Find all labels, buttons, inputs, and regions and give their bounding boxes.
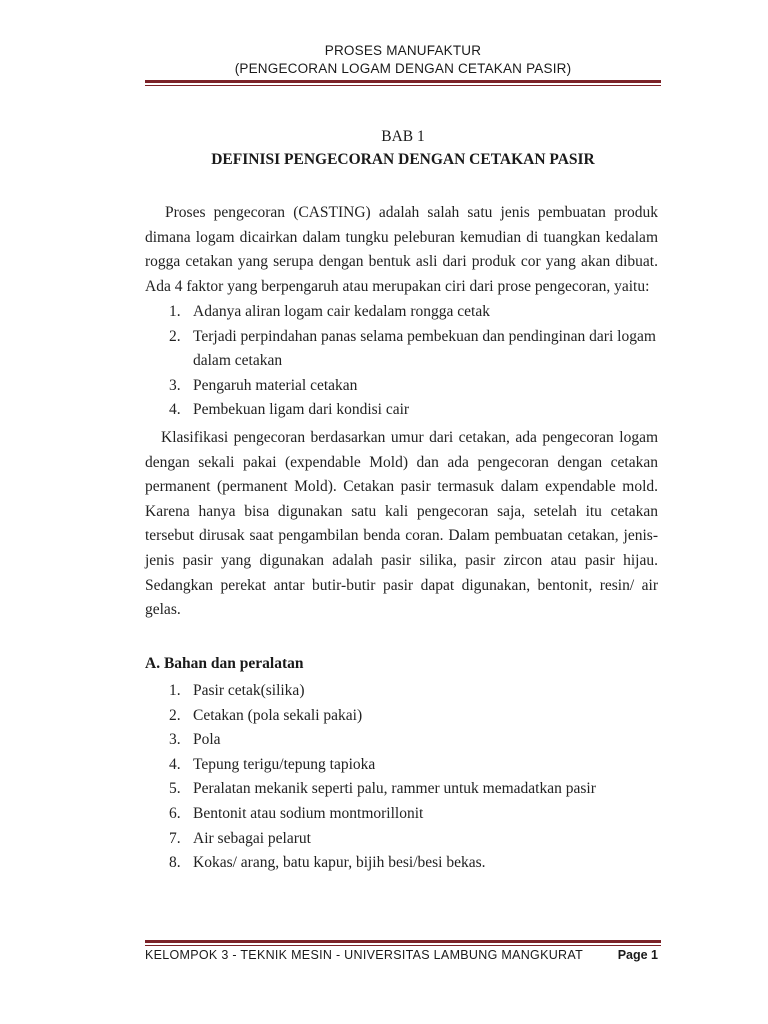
list-item: 3. Pengaruh material cetakan [169,376,358,394]
header-subtitle: (PENGECORAN LOGAM DENGAN CETAKAN PASIR) [234,61,572,76]
header-title: PROSES MANUFAKTUR [324,43,482,58]
classification-paragraph-text: Klasifikasi pengecoran berdasarkan umur dari cetakan, ada pengecoran logam dengan sekali pakai (expendable Mold) dan ada pengecoran dengan cetakan permanent (permanent Mold). Cetakan pasir termasuk dalam expendable mold. Karena hanya bisa digunakan satu kali pengecoran saja, setelah itu cetakan tersebut dirusak saat pengambilan benda coran. Dalam pembuatan cetakan, jenis-jenis pasir yang digunakan adalah pasir silika, pasir zircon atau pasir hijau. Sedangkan perekat antar butir-butir pasir dapat digunakan, bentonit, resin/ air gelas. [145,429,658,619]
materials-list [145,679,658,876]
list-item: 4. Pembekuan ligam dari kondisi cair [169,401,410,419]
running-header [145,42,661,78]
section-title: A. Bahan dan peralatan [145,655,304,672]
page-number: Page 1 [617,948,658,962]
list-item: 3. Pola [169,731,221,749]
list-item: 6. Bentonit atau sodium montmorillonit [169,804,424,822]
list-item: 4. Tepung terigu/tepung tapioka [169,755,376,773]
list-item: 1. Adanya aliran logam cair kedalam rongga cetak [169,303,490,320]
header-rule-thick [145,80,661,83]
footer-rule-thin [145,945,661,946]
footer-text: KELOMPOK 3 - TEKNIK MESIN - UNIVERSITAS LAMBUNG MANGKURAT [145,948,584,962]
list-item: 2. Cetakan (pola sekali pakai) [169,706,363,724]
list-item: 5. Peralatan mekanik seperti palu, rammer untuk memadatkan pasir [169,780,596,798]
intro-paragraph [145,201,658,299]
list-item: 1. Pasir cetak(silika) [169,682,305,699]
list-item: 2. Terjadi perpindahan panas selama pembekuan dan pendinginan dari logam dalam cetakan [169,327,656,370]
chapter-label: BAB 1 [381,128,425,145]
list-item: 7. Air sebagai pelarut [169,829,311,847]
chapter-title: DEFINISI PENGECORAN DENGAN CETAKAN PASIR [211,151,595,168]
classification-paragraph [145,426,658,623]
list-item: 8. Kokas/ arang, batu kapur, bijih besi/besi bekas. [169,854,486,872]
header-rule-thin [145,85,661,86]
footer-rule-thick [145,940,661,943]
intro-paragraph-text: Proses pengecoran (CASTING) adalah salah satu jenis pembuatan produk dimana logam dicairkan dalam tungku peleburan kemudian di tuangkan kedalam rogga cetakan yang serupa dengan bentuk asli dari produk cor yang akan dibuat. Ada 4 faktor yang berpengaruh atau merupakan ciri dari prose pengecoran, yaitu: [145,204,658,295]
factors-list [145,300,658,423]
